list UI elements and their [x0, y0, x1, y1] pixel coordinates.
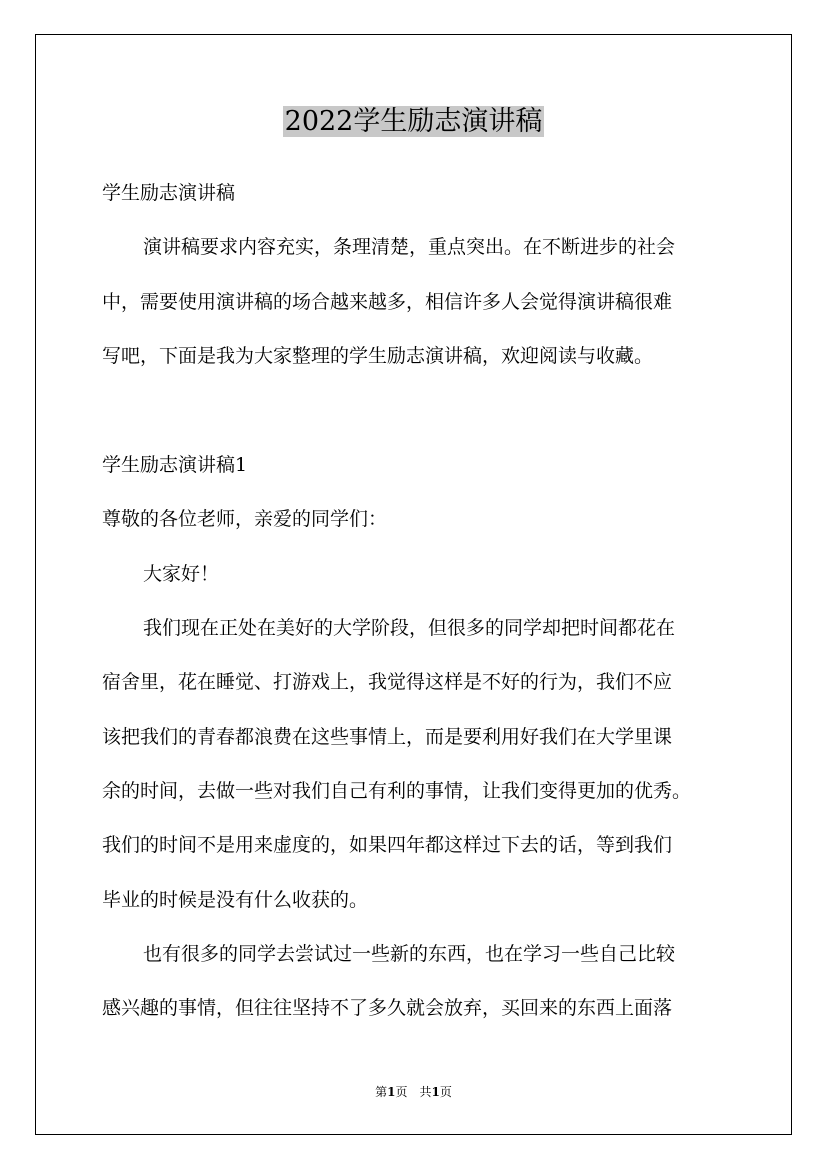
- section-heading: 学生励志演讲稿1: [102, 454, 248, 476]
- salutation: 尊敬的各位老师，亲爱的同学们：: [102, 508, 388, 530]
- page-footer: [0, 1084, 827, 1100]
- footer-prefix: 第: [375, 1085, 388, 1099]
- paragraph-line: 该把我们的青春都浪费在这些事情上，而是要利用好我们在大学里课: [102, 726, 673, 748]
- paragraph-line: 感兴趣的事情，但往往坚持不了多久就会放弃，买回来的东西上面落: [102, 997, 673, 1019]
- paragraph-line: 写吧，下面是我为大家整理的学生励志演讲稿，欢迎阅读与收藏。: [102, 345, 654, 367]
- paragraph-line: 中，需要使用演讲稿的场合越来越多，相信许多人会觉得演讲稿很难: [102, 291, 673, 313]
- paragraph-line: 我们现在正处在美好的大学阶段，但很多的同学却把时间都花在: [143, 617, 676, 639]
- footer-page-current: 1: [387, 1085, 396, 1099]
- greeting: 大家好！: [143, 563, 220, 585]
- paragraph-line: 毕业的时候是没有什么收获的。: [102, 889, 369, 911]
- footer-mid: 页 共: [395, 1085, 432, 1099]
- paragraph-line: 也有很多的同学去尝试过一些新的东西，也在学习一些自己比较: [143, 943, 676, 965]
- footer-page-total: 1: [431, 1085, 440, 1099]
- document-title: [0, 102, 827, 142]
- footer-suffix: 页: [439, 1085, 452, 1099]
- document-title-text: 2022学生励志演讲稿: [284, 106, 543, 137]
- section-heading: 学生励志演讲稿: [102, 182, 236, 204]
- paragraph-line: 演讲稿要求内容充实，条理清楚，重点突出。在不断进步的社会: [143, 236, 676, 258]
- paragraph-line: 宿舍里，花在睡觉、打游戏上，我觉得这样是不好的行为，我们不应: [102, 671, 673, 693]
- paragraph-line: 余的时间，去做一些对我们自己有利的事情，让我们变得更加的优秀。: [102, 780, 692, 802]
- paragraph-line: 我们的时间不是用来虚度的，如果四年都这样过下去的话，等到我们: [102, 834, 673, 856]
